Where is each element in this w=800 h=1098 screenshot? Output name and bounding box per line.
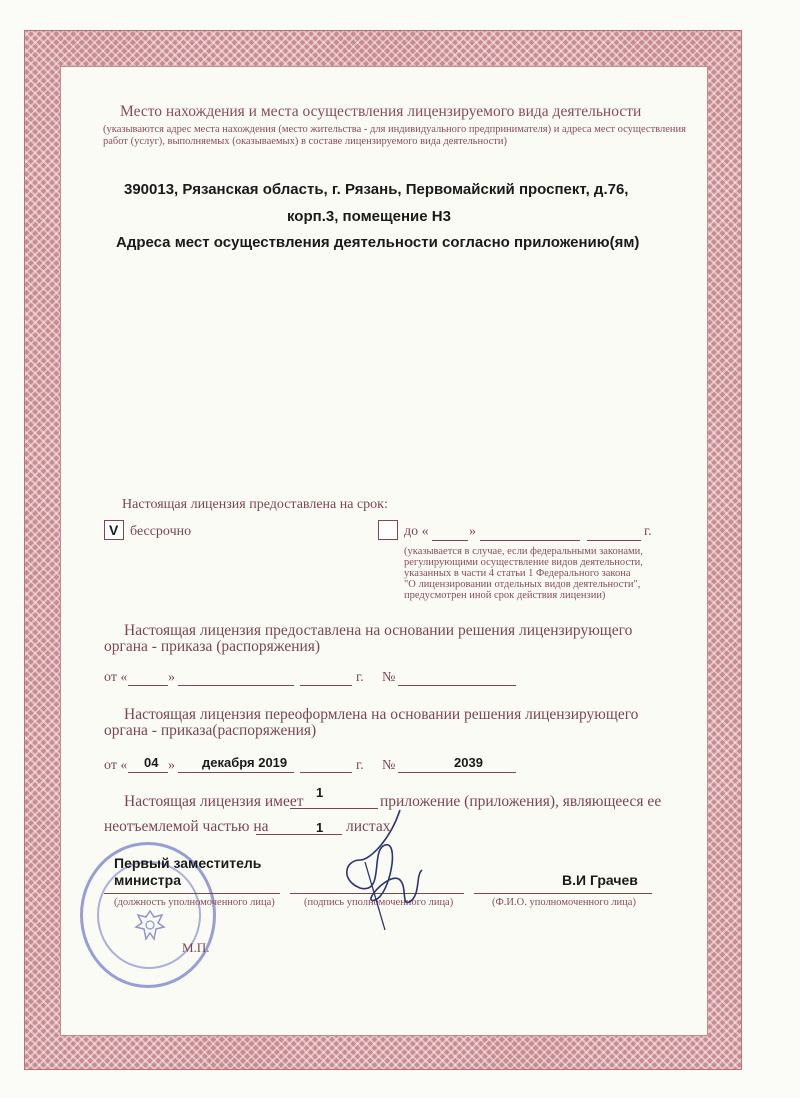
reissue-from-prefix: от «: [104, 758, 128, 773]
reissue-line-1: Настоящая лицензия переоформлена на основании решения лицензирующего: [124, 706, 639, 723]
until-note-2: регулирующими осуществление видов деятельности,: [404, 557, 643, 568]
basis-year-suffix: г.: [356, 670, 364, 685]
basis-from-prefix: от «: [104, 670, 128, 685]
basis-from-mid: »: [168, 670, 175, 685]
basis-number-line: [398, 685, 516, 686]
until-month-line: [480, 540, 580, 541]
until-note-5: предусмотрен иной срок действия лицензии): [404, 590, 606, 601]
reissue-month-year: декабря 2019: [202, 755, 288, 770]
basis-line-2: органа - приказа (распоряжения): [104, 638, 321, 655]
caption-signature: (подпись уполномоченного лица): [304, 897, 454, 908]
mp-label: М.П.: [182, 940, 210, 955]
checkbox-check-mark: V: [109, 522, 119, 538]
basis-day-line: [128, 685, 168, 686]
basis-line-1: Настоящая лицензия предоставлена на основании решения лицензирующего: [124, 622, 633, 639]
handwritten-signature: [330, 800, 440, 940]
name-line: [474, 893, 652, 894]
reissue-day: 04: [144, 755, 159, 770]
appendix-line-2-suffix: листах: [346, 818, 391, 835]
address-line-1: 390013, Рязанская область, г. Рязань, Первомайский проспект, д.76,: [124, 181, 629, 198]
heading-note-2: работ (услуг), выполняемых (оказываемых) в составе лицензируемого вида деятельности): [103, 136, 507, 147]
until-note-4: "О лицензировании отдельных видов деятельности",: [404, 579, 641, 590]
reissue-from-mid: »: [168, 758, 175, 773]
appendix-count: 1: [316, 785, 324, 800]
reissue-number: 2039: [454, 755, 483, 770]
until-year-line: [587, 540, 641, 541]
address-line-2: корп.3, помещение Н3: [287, 208, 451, 225]
basis-number-sign: №: [382, 670, 396, 685]
position-line: [104, 893, 280, 894]
reissue-day-line: [128, 772, 168, 773]
term-label: Настоящая лицензия предоставлена на срок:: [122, 497, 388, 512]
until-prefix: до «: [404, 524, 429, 539]
until-note-1: (указывается в случае, если федеральными законами,: [404, 546, 643, 557]
appendix-line-1-prefix: Настоящая лицензия имеет: [124, 793, 304, 810]
basis-month-line: [178, 685, 294, 686]
official-title-1: Первый заместитель: [114, 855, 262, 871]
basis-year-line: [300, 685, 352, 686]
until-checkbox: [378, 520, 398, 540]
appendix-sheets: 1: [316, 820, 324, 835]
official-title-2: министра: [114, 872, 182, 888]
heading: Место нахождения и места осуществления лицензируемого вида деятельности: [120, 103, 642, 120]
until-mid: »: [469, 524, 476, 539]
reissue-month-line: [178, 772, 294, 773]
unlimited-label: бессрочно: [130, 524, 192, 539]
official-name: В.И Грачев: [562, 872, 638, 888]
until-day-line: [432, 540, 468, 541]
until-note-3: указанных в части 4 статьи 1 Федерального закона: [404, 568, 631, 579]
reissue-line-2: органа - приказа(распоряжения): [104, 722, 317, 739]
appendix-line-1-suffix: приложение (приложения), являющееся ее: [380, 793, 662, 810]
reissue-year-line: [300, 772, 352, 773]
appendix-line-2-prefix: неотъемлемой частью на: [104, 818, 269, 835]
address-line-3: Адреса мест осуществления деятельности согласно приложению(ям): [116, 234, 640, 251]
reissue-year-suffix: г.: [356, 758, 364, 773]
caption-name: (Ф.И.О. уполномоченного лица): [492, 897, 636, 908]
reissue-number-sign: №: [382, 758, 396, 773]
reissue-number-line: [398, 772, 516, 773]
heading-note-1: (указываются адрес места нахождения (место жительства - для индивидуального предпринимателя) и адреса мест осуществления: [103, 124, 686, 135]
until-suffix: г.: [644, 524, 652, 539]
unlimited-checkbox: [104, 520, 124, 540]
eagle-emblem-icon: [130, 905, 170, 945]
caption-position: (должность уполномоченного лица): [114, 897, 275, 908]
